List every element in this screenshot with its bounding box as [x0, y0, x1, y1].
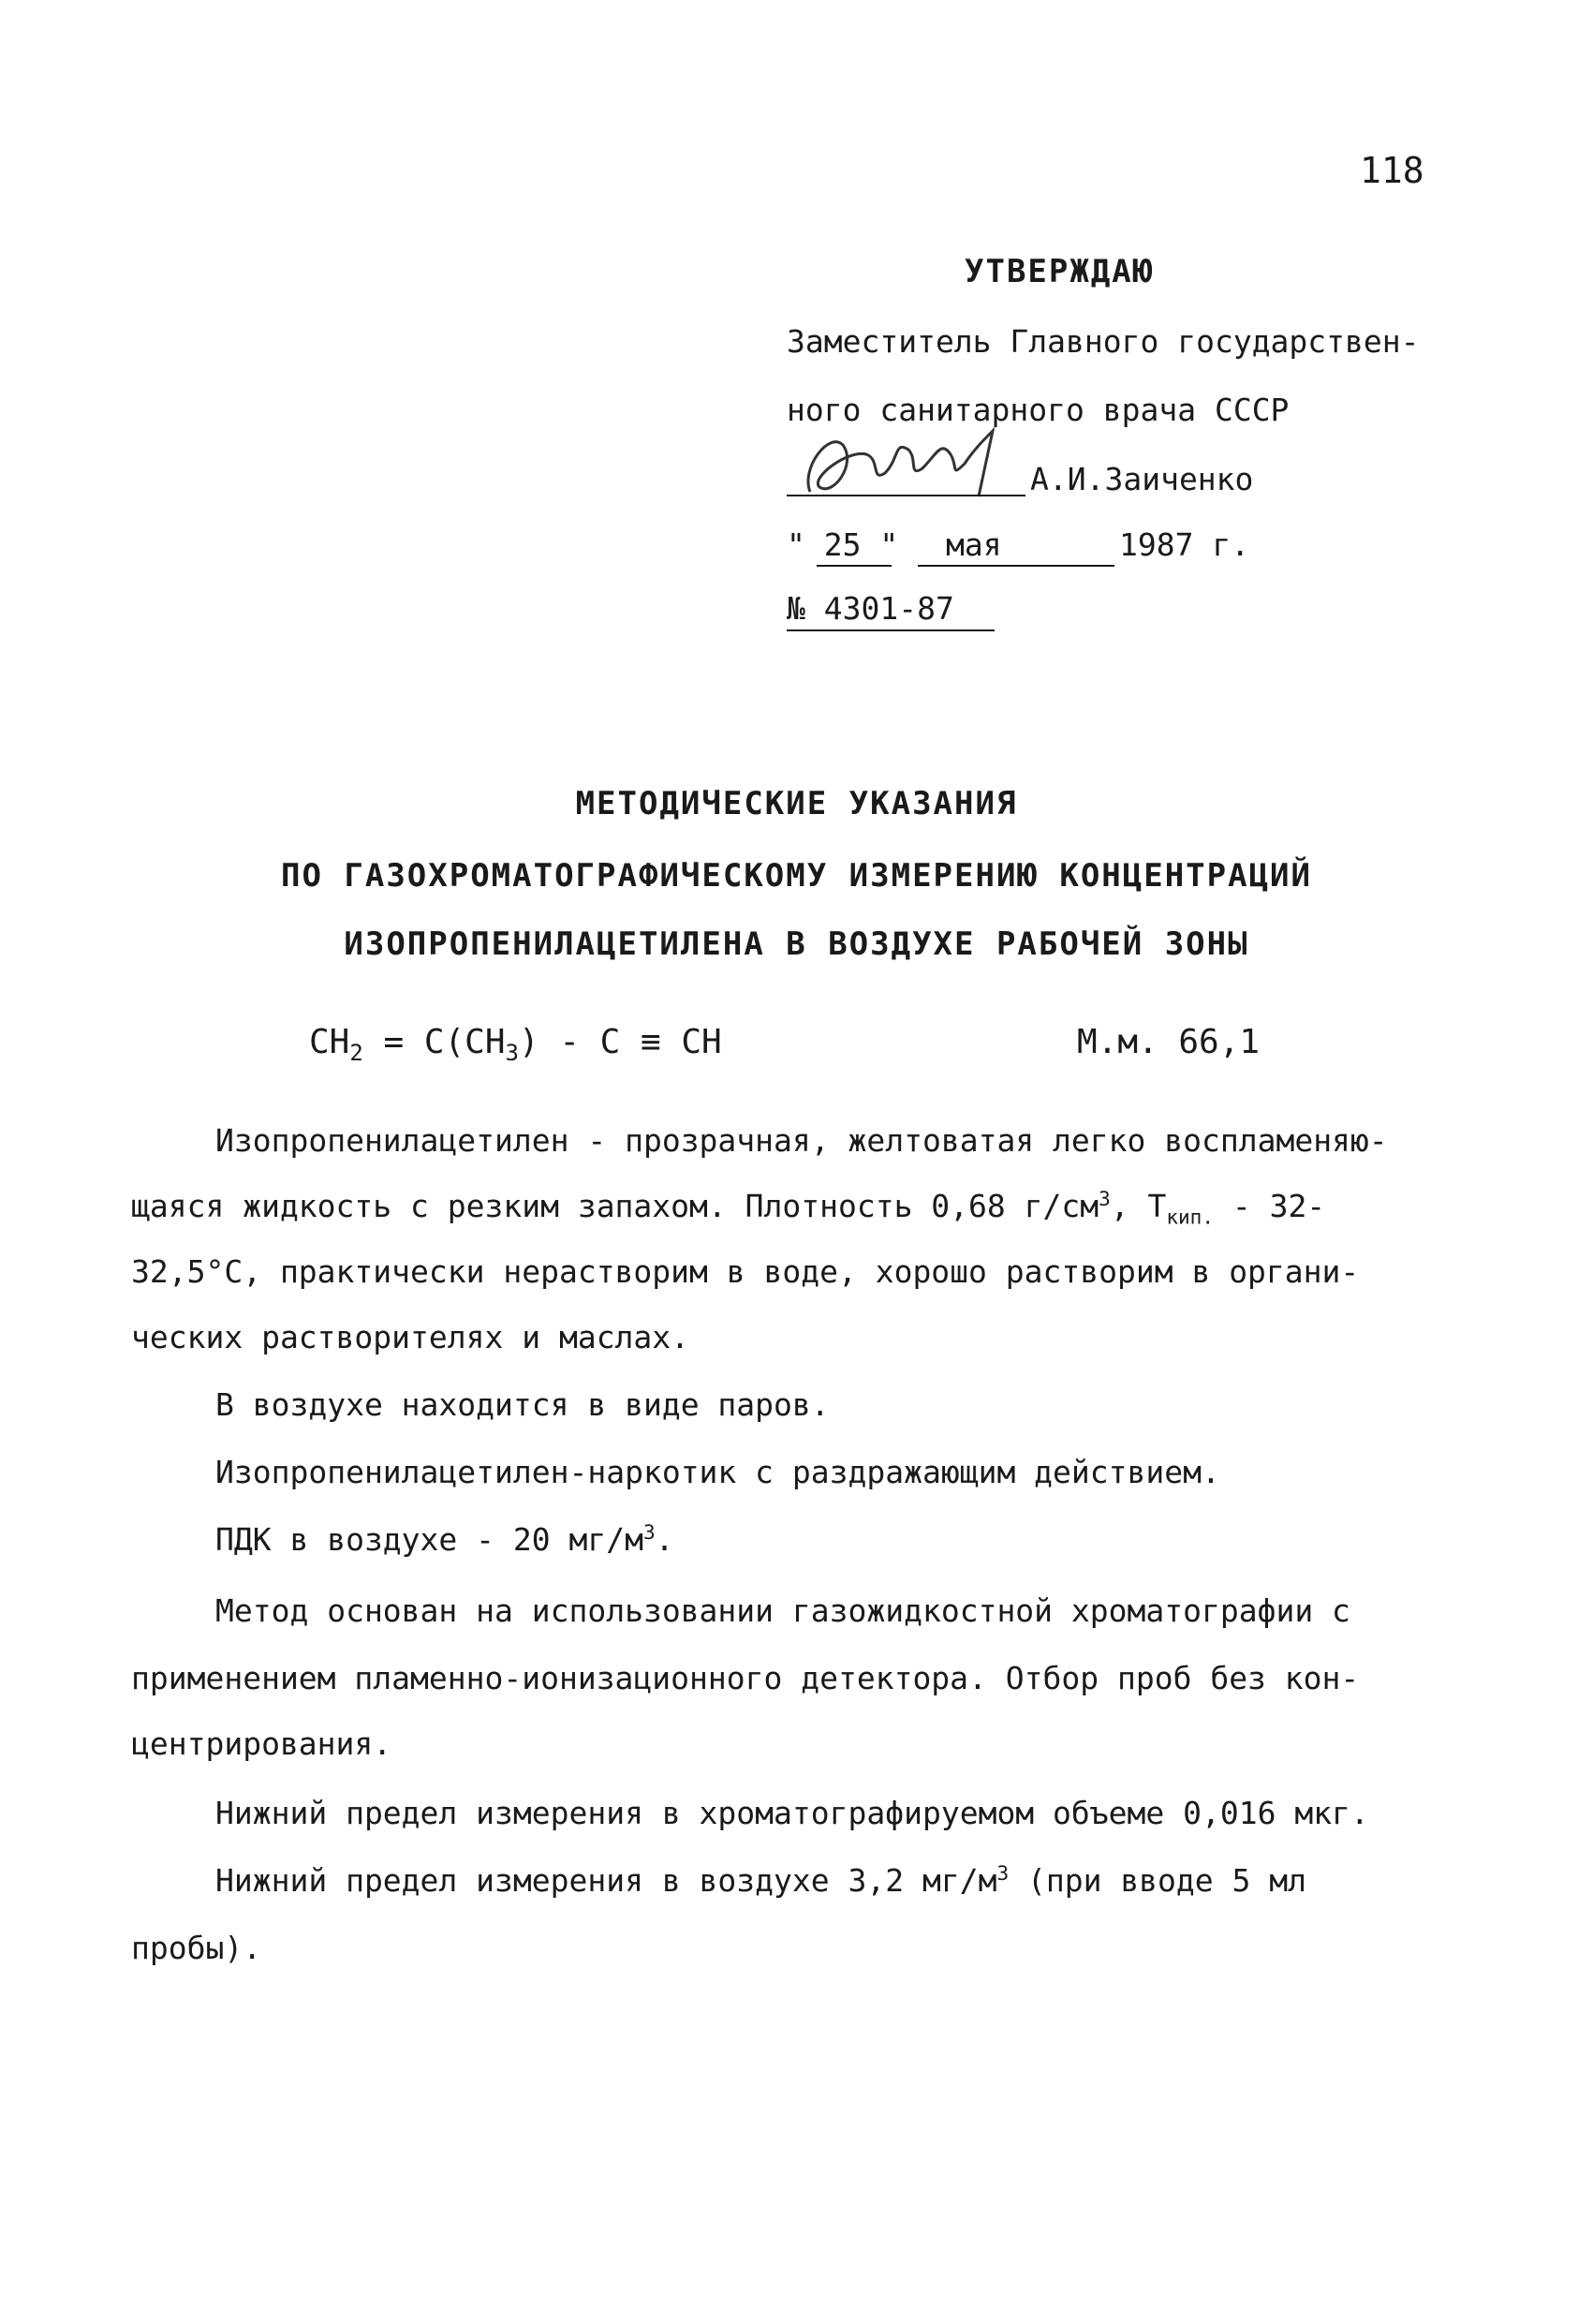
approval-heading: УТВЕРЖДАЮ — [965, 253, 1155, 290]
title-line1: МЕТОДИЧЕСКИЕ УКАЗАНИЯ — [575, 785, 1018, 822]
molecular-mass: М.м. 66,1 — [1077, 1023, 1261, 1061]
paragraph-4: ПДК в воздухе - 20 $мг/м^3$. — [215, 1521, 674, 1558]
paragraph-7-line-2: пробы). — [131, 1930, 262, 1966]
paragraph-3: Изопропенилацетилен-наркотик с раздражающим действием. — [215, 1454, 1220, 1490]
paragraph-5-line-3: центрирования. — [131, 1725, 392, 1762]
approval-date-year: 1987 г. — [1119, 526, 1250, 563]
title-line2: ПО ГАЗОХРОМАТОГРАФИЧЕСКОМУ ИЗМЕРЕНИЮ КОНЦЕНТРАЦИЙ — [280, 857, 1313, 895]
approval-signatory: А.И.Заиченко — [1030, 461, 1254, 497]
paragraph-6: Нижний предел измерения в хроматографируемом объеме 0,016 мкг. — [215, 1795, 1369, 1831]
signature-rule — [787, 495, 1025, 496]
paragraph-5-line-1: Метод основан на использовании газожидкостной хроматографии с — [215, 1592, 1350, 1629]
paragraph-5-line-2: применением пламенно-ионизационного детектора. Отбор проб без кон- — [131, 1660, 1360, 1696]
approval-number: № 4301-87 — [787, 590, 954, 627]
paragraph-1-line-2: щаяся жидкость с резким запахом. Плотность 0,68 $г/см^3$, $T_{кип.} - 32-$ — [131, 1188, 1326, 1229]
page-number: 118 — [1360, 150, 1424, 191]
approval-position-line1: Заместитель Главного государствен- — [787, 323, 1420, 360]
approval-number-rule — [787, 629, 995, 631]
approval-date-prefix: " 25 " — [787, 526, 899, 563]
paragraph-1-line-3: 32,5°С, практически нерастворим в воде, хорошо растворим в органи- — [131, 1253, 1360, 1290]
date-day-rule — [817, 565, 892, 567]
paragraph-7-line-1: Нижний предел измерения в воздухе 3,2 $мг/м^3$ (при вводе 5 мл — [215, 1862, 1306, 1899]
date-month-rule — [918, 565, 1114, 567]
paragraph-2: В воздухе находится в виде паров. — [215, 1386, 830, 1423]
chemical-formula: $CH_2 = C(CH_3) - C$ ≡ CH — [309, 1023, 722, 1067]
paragraph-1-line-4: ческих растворителях и маслах. — [131, 1319, 690, 1355]
signature-image — [791, 412, 1035, 506]
approval-position-line2: ного санитарного врача СССР — [787, 392, 1290, 428]
title-line3: ИЗОПРОПЕНИЛАЦЕТИЛЕНА В ВОЗДУХЕ РАБОЧЕЙ ЗОНЫ — [344, 925, 1249, 963]
approval-date-month: мая — [946, 526, 1002, 563]
paragraph-1-line-1: Изопропенилацетилен - прозрачная, желтоватая легко воспламеняю- — [215, 1122, 1388, 1159]
